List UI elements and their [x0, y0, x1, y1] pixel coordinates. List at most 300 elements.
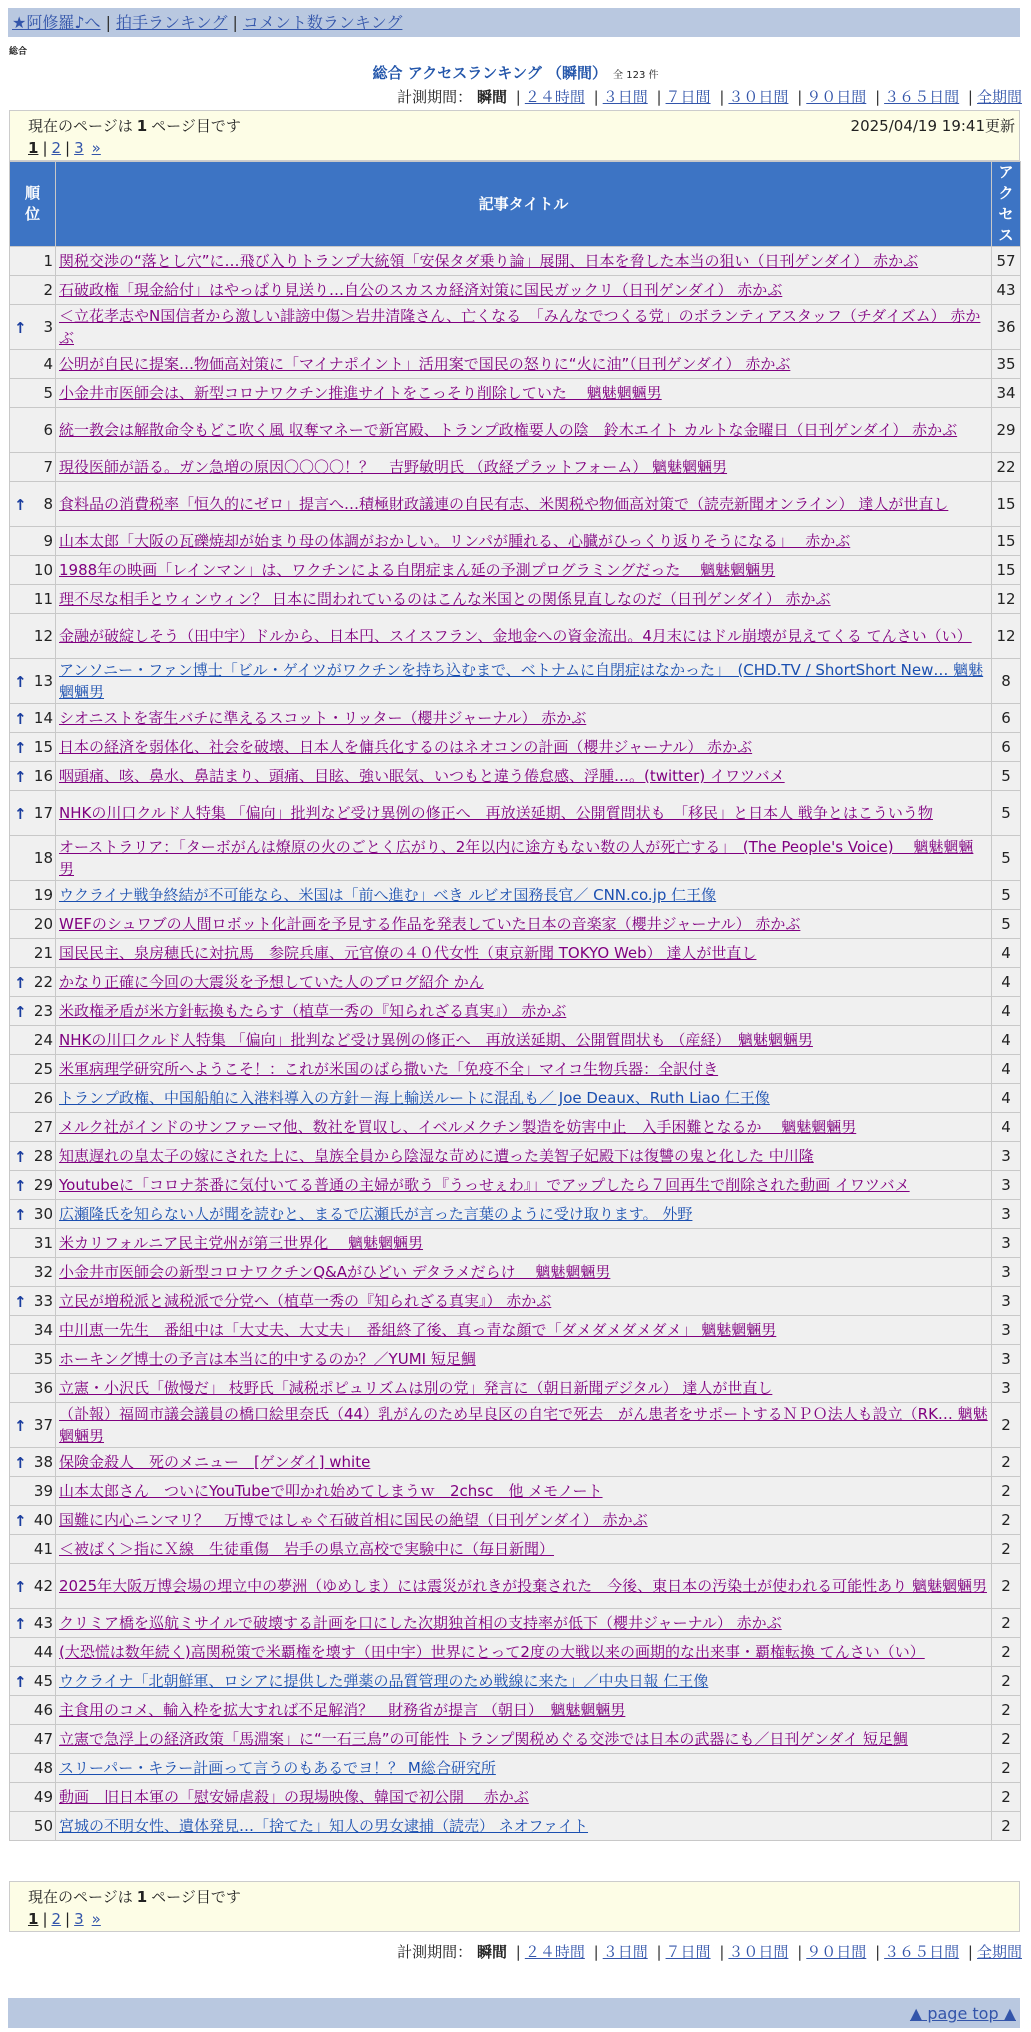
period-link-all[interactable]: 全期間: [976, 1943, 1022, 1961]
access-count: 6: [992, 704, 1021, 733]
rank-cell: [10, 968, 56, 997]
ranking-body: [10, 247, 1021, 1841]
rank-cell: [10, 762, 56, 791]
access-count: 5: [992, 881, 1021, 910]
ranking-title: 総合 アクセスランキング （瞬間）: [372, 64, 608, 82]
article-title-link[interactable]: (大恐慌は数年続く)高関税策で米覇権を壊す（田中宇）世界にとって2度の大戦以来の画期的な出来事・覇権転換 てんさい（い）: [59, 1643, 925, 1661]
rank-number: 10: [33, 561, 53, 579]
rank-number: 17: [33, 804, 53, 822]
access-count: 2: [992, 1696, 1021, 1725]
table-row: [10, 1477, 1021, 1506]
title-cell: [56, 408, 992, 453]
article-title-link[interactable]: ＜被ばく＞指にＸ線 生徒重傷 岩手の県立高校で実験中に（毎日新聞）: [59, 1540, 555, 1558]
page-next-link[interactable]: »: [91, 1910, 101, 1928]
rank-up-arrow-icon: ↑: [14, 709, 27, 728]
access-count: 3: [992, 1229, 1021, 1258]
rank-cell: [10, 1258, 56, 1287]
table-row: [10, 1200, 1021, 1229]
rank-number: 30: [33, 1205, 53, 1223]
title-cell: [56, 910, 992, 939]
rank-up-arrow-icon: ↑: [14, 672, 27, 691]
access-count: 2: [992, 1477, 1021, 1506]
rank-up-arrow-icon: ↑: [14, 738, 27, 757]
access-count: 4: [992, 997, 1021, 1026]
article-title-link[interactable]: 立憲・小沢氏「傲慢だ」 枝野氏「減税ポピュリズムは別の党」発言に（朝日新聞デジタル） 達人が世直し: [59, 1379, 773, 1397]
table-row: [10, 1171, 1021, 1200]
article-title-link[interactable]: 立憲で急浮上の経済政策「馬淵案」に“一石三鳥”の可能性 トランプ関税めぐる交渉では日本の武器にも／日刊ゲンダイ 短足鯛: [59, 1730, 908, 1748]
rank-cell: [10, 1229, 56, 1258]
rank-number: 49: [33, 1788, 53, 1806]
article-title-link[interactable]: 保険金殺人 死のメニュー [ゲンダイ] white: [59, 1453, 371, 1471]
article-title-link[interactable]: スリーパー・キラー計画って言うのもあるでヨ！？ M総合研究所: [59, 1759, 496, 1777]
page-next-link[interactable]: »: [91, 139, 101, 157]
rank-cell: [10, 1725, 56, 1754]
article-title-link[interactable]: NHKの川口クルド人特集 「偏向」批判など受け異例の修正へ 再放送延期、公開質問状も （産経） 魑魅魍魎男: [59, 1031, 813, 1049]
article-title-link[interactable]: 2025年大阪万博会場の埋立中の夢洲（ゆめしま）には震災がれきが投棄された 今後、東日本の汚染土が使われる可能性あり 魑魅魍魎男: [59, 1577, 987, 1595]
updated-time: 2025/04/19 19:41更新: [850, 117, 1015, 135]
rank-number: 31: [33, 1234, 53, 1252]
pager-bottom: [9, 1881, 1020, 1932]
article-title-link[interactable]: 山本太郎さん ついにYouTubeで叩かれ始めてしまうｗ 2chsc 他 メモノート: [59, 1482, 603, 1500]
access-count: 15: [992, 556, 1021, 585]
article-title-link[interactable]: 咽頭痛、咳、鼻水、鼻詰まり、頭痛、目眩、強い眠気、いつもと違う倦怠感、浮腫…。(twitter) イワツバメ: [59, 767, 785, 785]
page-link-2[interactable]: 2: [51, 1910, 62, 1928]
article-title-link[interactable]: NHKの川口クルド人特集 「偏向」批判など受け異例の修正へ 再放送延期、公開質問状も 「移民」と日本人 戦争とはこういう物: [59, 804, 933, 822]
rank-number: 19: [33, 886, 53, 904]
article-title-link[interactable]: 公明が自民に提案…物価高対策に「マイナポイント」活用案で国民の怒りに“火に油”（日刊ゲンダイ） 赤かぶ: [59, 355, 791, 373]
rank-cell: [10, 1055, 56, 1084]
article-title-link[interactable]: 立民が増税派と減税派で分党へ（植草一秀の『知られざる真実』） 赤かぶ: [59, 1292, 552, 1310]
rank-up-arrow-icon: ↑: [14, 1292, 27, 1311]
access-count: 12: [992, 614, 1021, 659]
rank-number: 23: [33, 1002, 53, 1020]
access-count: 36: [992, 305, 1021, 350]
article-title-link[interactable]: 国難に内心ニンマリ？ 万博ではしゃぐ石破首相に国民の絶望（日刊ゲンダイ） 赤かぶ: [59, 1511, 648, 1529]
rank-number: 12: [33, 627, 53, 645]
article-title-link[interactable]: 金融が破綻しそう（田中宇）ドルから、日本円、スイスフラン、金地金への資金流出。4月末にはドル崩壊が見えてくる てんさい（い）: [59, 627, 972, 645]
access-count: 4: [992, 1055, 1021, 1084]
period-label: 計測期間：: [397, 1943, 473, 1961]
access-count: 2: [992, 1638, 1021, 1667]
article-title-link[interactable]: 食料品の消費税率「恒久的にゼロ」提言へ…積極財政議連の自民有志、米関税や物価高対策で（読売新聞オンライン） 達人が世直し: [59, 495, 949, 513]
page-links: 1 | 2 | 3 »: [28, 139, 101, 157]
article-title-link[interactable]: 動画 旧日本軍の「慰安婦虐殺」の現場映像、韓国で初公開 赤かぶ: [59, 1788, 529, 1806]
title-cell: [56, 762, 992, 791]
title-cell: [56, 1448, 992, 1477]
page-link-2[interactable]: 2: [51, 139, 62, 157]
access-count: 3: [992, 1258, 1021, 1287]
title-cell: [56, 527, 992, 556]
rank-number: 40: [33, 1511, 53, 1529]
article-title-link[interactable]: 現役医師が語る。ガン急増の原因〇〇〇〇！？ 吉野敏明氏 （政経プラットフォーム） 魑魅魍魎男: [59, 458, 728, 476]
comment-ranking-link[interactable]: コメント数ランキング: [242, 13, 403, 32]
table-row: [10, 482, 1021, 527]
period-link-7d[interactable]: ７日間: [665, 88, 711, 106]
access-count: 2: [992, 1812, 1021, 1841]
rank-number: 45: [33, 1672, 53, 1690]
access-count: 5: [992, 836, 1021, 881]
title-cell: [56, 350, 992, 379]
title-cell: [56, 247, 992, 276]
access-count: 2: [992, 1754, 1021, 1783]
rank-number: 22: [33, 973, 53, 991]
rank-number: 3: [43, 318, 53, 336]
access-count: 29: [992, 408, 1021, 453]
rank-number: 27: [33, 1118, 53, 1136]
page-link-3[interactable]: 3: [74, 139, 84, 157]
title-cell: [56, 1345, 992, 1374]
rank-cell: [10, 247, 56, 276]
table-row: [10, 791, 1021, 836]
rank-cell: [10, 379, 56, 408]
rank-up-arrow-icon: ↑: [14, 1614, 27, 1633]
table-row: [10, 1638, 1021, 1667]
title-cell: [56, 1535, 992, 1564]
rank-number: 43: [33, 1614, 53, 1632]
rank-up-arrow-icon: ↑: [14, 804, 27, 823]
period-link-24h[interactable]: ２４時間: [524, 88, 585, 106]
rank-cell: [10, 704, 56, 733]
rank-up-arrow-icon: ↑: [14, 1147, 27, 1166]
table-row: [10, 1055, 1021, 1084]
article-title-link[interactable]: 国民民主、泉房穂氏に対抗馬 参院兵庫、元官僚の４０代女性（東京新聞 TOKYO Web） 達人が世直し: [59, 944, 757, 962]
rank-cell: [10, 350, 56, 379]
rank-number: 47: [33, 1730, 53, 1748]
table-row: [10, 1506, 1021, 1535]
access-count: 4: [992, 968, 1021, 997]
title-cell: [56, 1812, 992, 1841]
article-title-link[interactable]: 米軍病理学研究所へようこそ！：これが米国のばら撒いた「免疫不全」マイコ生物兵器：全訳付き: [59, 1060, 719, 1078]
title-cell: [56, 836, 992, 881]
title-cell: [56, 1113, 992, 1142]
article-title-link[interactable]: 統一教会は解散命令もどこ吹く風 収奪マネーで新宮殿、トランプ政権要人の陰 鈴木エイト カルトな金曜日（日刊ゲンダイ） 赤かぶ: [59, 421, 958, 439]
access-count: 3: [992, 1142, 1021, 1171]
access-count: 2: [992, 1403, 1021, 1448]
article-title-link[interactable]: ウクライナ「北朝鮮軍、ロシアに提供した弾薬の品質管理のため戦線に来た」／中央日報 仁王像: [59, 1672, 709, 1690]
rank-cell: [10, 1812, 56, 1841]
current-page-text: 現在のページは 1 ページ目です: [28, 1888, 241, 1906]
table-row: [10, 1725, 1021, 1754]
rank-up-arrow-icon: ↑: [14, 1002, 27, 1021]
rank-cell: [10, 1448, 56, 1477]
table-row: [10, 704, 1021, 733]
rank-cell: [10, 836, 56, 881]
article-title-link[interactable]: 小金井市医師会の新型コロナワクチンQ&Aがひどい デタラメだらけ 魑魅魍魎男: [59, 1263, 611, 1281]
period-link-90d[interactable]: ９０日間: [806, 1943, 867, 1961]
table-row: [10, 1754, 1021, 1783]
rank-cell: [10, 1113, 56, 1142]
table-row: [10, 305, 1021, 350]
access-count: 3: [992, 1171, 1021, 1200]
access-count: 2: [992, 1535, 1021, 1564]
table-row: [10, 1084, 1021, 1113]
pager-top: [9, 110, 1020, 161]
table-row: [10, 836, 1021, 881]
article-title-link[interactable]: 石破政権「現金給付」はやっぱり見送り…自公のスカスカ経済対策に国民ガックリ（日刊ゲンダイ） 赤かぶ: [59, 281, 783, 299]
article-title-link[interactable]: 中川恵一先生 番組中は「大丈夫、大丈夫」 番組終了後、真っ青な顔で「ダメダメダメダメ」 魑魅魍魎男: [59, 1321, 777, 1339]
article-title-link[interactable]: ウクライナ戦争終結が不可能なら、米国は「前へ進む」べき ルビオ国務長官／ CNN.co.jp 仁王像: [59, 886, 717, 904]
rank-number: 2: [43, 281, 53, 299]
table-row: [10, 276, 1021, 305]
access-count: 3: [992, 1200, 1021, 1229]
title-cell: [56, 1506, 992, 1535]
clap-ranking-link[interactable]: 拍手ランキング: [115, 13, 228, 32]
rank-up-arrow-icon: ↑: [14, 495, 27, 514]
rank-number: 5: [43, 384, 53, 402]
nav-separator: |: [232, 13, 238, 32]
access-count: 2: [992, 1448, 1021, 1477]
rank-cell: [10, 408, 56, 453]
table-row: [10, 1287, 1021, 1316]
rank-cell: [10, 1026, 56, 1055]
period-link-7d[interactable]: ７日間: [665, 1943, 711, 1961]
access-count: 3: [992, 1374, 1021, 1403]
access-count: 12: [992, 585, 1021, 614]
access-count: 35: [992, 350, 1021, 379]
table-row: [10, 1696, 1021, 1725]
rank-cell: [10, 482, 56, 527]
rank-cell: [10, 1609, 56, 1638]
article-title-link[interactable]: クリミア橋を巡航ミサイルで破壊する計画を口にした次期独首相の支持率が低下（櫻井ジャーナル） 赤かぶ: [59, 1614, 782, 1632]
period-link-30d[interactable]: ３０日間: [728, 1943, 789, 1961]
period-link-3d[interactable]: ３日間: [602, 1943, 648, 1961]
title-cell: [56, 614, 992, 659]
rank-number: 48: [33, 1759, 53, 1777]
table-row: [10, 1345, 1021, 1374]
article-title-link[interactable]: 宮城の不明女性、遺体発見…「捨てた」知人の男女逮捕（読売） ネオファイト: [59, 1817, 589, 1835]
table-row: [10, 1448, 1021, 1477]
rank-number: 46: [33, 1701, 53, 1719]
title-cell: [56, 1403, 992, 1448]
table-row: [10, 1667, 1021, 1696]
rank-number: 42: [33, 1577, 53, 1595]
rank-cell: [10, 1696, 56, 1725]
title-cell: [56, 968, 992, 997]
table-row: [10, 1609, 1021, 1638]
title-cell: [56, 482, 992, 527]
access-count: 2: [992, 1609, 1021, 1638]
table-row: [10, 408, 1021, 453]
article-title-link[interactable]: 関税交渉の“落とし穴”に…飛び入りトランプ大統領「安保タダ乗り論」展開、日本を脅した本当の狙い（日刊ゲンダイ） 赤かぶ: [59, 252, 919, 270]
title-cell: [56, 1696, 992, 1725]
table-row: [10, 1229, 1021, 1258]
title-cell: [56, 1783, 992, 1812]
table-row: [10, 939, 1021, 968]
article-title-link[interactable]: WEFのシュワブの人間ロボット化計画を予見する作品を発表していた日本の音楽家（櫻井ジャーナル） 赤かぶ: [59, 915, 801, 933]
home-link[interactable]: ★阿修羅♪へ: [12, 13, 101, 32]
period-label: 計測期間：: [397, 88, 473, 106]
rank-number: 18: [33, 849, 53, 867]
table-row: [10, 556, 1021, 585]
title-cell: [56, 1316, 992, 1345]
rank-number: 50: [33, 1817, 53, 1835]
article-title-link[interactable]: 米政権矛盾が米方針転換もたらす（植草一秀の『知られざる真実』） 赤かぶ: [59, 1002, 567, 1020]
article-title-link[interactable]: 山本太郎「大阪の瓦礫焼却が始まり母の体調がおかしい。リンパが腫れる、心臓がひっくり返りそうになる」 赤かぶ: [59, 532, 851, 550]
rank-cell: [10, 910, 56, 939]
rank-number: 13: [33, 672, 53, 690]
rank-up-arrow-icon: ↑: [14, 1511, 27, 1530]
article-title-link[interactable]: 日本の経済を弱体化、社会を破壊、日本人を傭兵化するのはネオコンの計画（櫻井ジャーナル） 赤かぶ: [59, 738, 753, 756]
table-row: [10, 453, 1021, 482]
title-cell: [56, 453, 992, 482]
table-row: [10, 910, 1021, 939]
title-cell: [56, 791, 992, 836]
period-link-90d[interactable]: ９０日間: [806, 88, 867, 106]
rank-cell: [10, 305, 56, 350]
title-cell: [56, 1667, 992, 1696]
article-title-link[interactable]: （訃報）福岡市議会議員の橋口絵里奈氏（44）乳がんのため早良区の自宅で死去 がん患者をサポートするＮＰＯ法人も設立（RK… 魑魅魍魎男: [59, 1405, 988, 1445]
title-cell: [56, 1754, 992, 1783]
article-title-link[interactable]: 主食用のコメ、輸入枠を拡大すれば不足解消？ 財務省が提言 （朝日） 魑魅魍魎男: [59, 1701, 626, 1719]
period-selector-bottom: 計測期間： 瞬間 | ２４時間 | ３日間 | ７日間 | ３０日間 | ９０日間 | ３６５日間 | 全期間: [397, 1943, 1022, 1961]
rank-cell: [10, 556, 56, 585]
title-cell: [56, 1258, 992, 1287]
article-title-link[interactable]: トランプ政権、中国船舶に入港料導入の方針－海上輸送ルートに混乱も／ Joe Deaux、Ruth Liao 仁王像: [59, 1089, 770, 1107]
rank-cell: [10, 997, 56, 1026]
table-row: [10, 379, 1021, 408]
access-count: 15: [992, 482, 1021, 527]
article-title-link[interactable]: 広瀬隆氏を知らない人が聞を読むと、まるで広瀬氏が言った言葉のように受け取ります。 外野: [59, 1205, 693, 1223]
rank-cell: [10, 1316, 56, 1345]
title-cell: [56, 1609, 992, 1638]
article-title-link[interactable]: オーストラリア：「ターボがんは燎原の火のごとく広がり、2年以内に途方もない数の人が死亡する」 (The People's Voice) 魑魅魍魎男: [59, 838, 974, 878]
period-link-24h[interactable]: ２４時間: [524, 1943, 585, 1961]
page-title: [0, 62, 1031, 83]
table-row: [10, 350, 1021, 379]
rank-number: 25: [33, 1060, 53, 1078]
title-cell: [56, 1564, 992, 1609]
title-cell: [56, 1477, 992, 1506]
ranking-table: [9, 161, 1021, 1841]
article-title-link[interactable]: シオニストを寄生バチに準えるスコット・リッター（櫻井ジャーナル） 赤かぶ: [59, 709, 587, 727]
article-title-link[interactable]: かなり正確に今回の大震災を予想していた人のブログ紹介 かん: [59, 973, 484, 991]
access-count: 4: [992, 1113, 1021, 1142]
access-count: 15: [992, 527, 1021, 556]
access-count: 34: [992, 379, 1021, 408]
page-link-3[interactable]: 3: [74, 1910, 84, 1928]
rank-number: 24: [33, 1031, 53, 1049]
access-count: 5: [992, 910, 1021, 939]
rank-number: 20: [33, 915, 53, 933]
rank-number: 7: [43, 458, 53, 476]
access-count: 4: [992, 939, 1021, 968]
rank-cell: [10, 1506, 56, 1535]
current-page-text: 現在のページは 1 ページ目です: [28, 117, 241, 135]
title-cell: [56, 881, 992, 910]
rank-cell: [10, 1667, 56, 1696]
title-cell: [56, 379, 992, 408]
rank-cell: [10, 1564, 56, 1609]
rank-number: 41: [33, 1540, 53, 1558]
rank-cell: [10, 881, 56, 910]
rank-cell: [10, 1783, 56, 1812]
access-count: 4: [992, 1084, 1021, 1113]
period-link-30d[interactable]: ３０日間: [728, 88, 789, 106]
access-count: 3: [992, 1345, 1021, 1374]
period-link-3d[interactable]: ３日間: [602, 88, 648, 106]
period-link-365d[interactable]: ３６５日間: [884, 88, 960, 106]
rank-number: 39: [33, 1482, 53, 1500]
table-row: [10, 1564, 1021, 1609]
rank-cell: [10, 614, 56, 659]
rank-cell: [10, 1142, 56, 1171]
rank-cell: [10, 1171, 56, 1200]
access-count: 8: [992, 659, 1021, 704]
access-count: 5: [992, 762, 1021, 791]
rank-number: 11: [33, 590, 53, 608]
article-title-link[interactable]: 小金井市医師会は、新型コロナワクチン推進サイトをこっそり削除していた 魑魅魍魎男: [59, 384, 662, 402]
period-current: 瞬間: [476, 1943, 507, 1961]
table-row: [10, 1316, 1021, 1345]
article-title-link[interactable]: 理不尽な相手とウィンウィン？ 日本に問われているのはこんな米国との関係見直しなのだ（日刊ゲンダイ） 赤かぶ: [59, 590, 831, 608]
rank-cell: [10, 1374, 56, 1403]
title-cell: [56, 585, 992, 614]
table-row: [10, 881, 1021, 910]
article-title-link[interactable]: 知恵遅れの皇太子の嫁にされた上に、皇族全員から陰湿な苛めに遭った美智子妃殿下は復讐の鬼と化した 中川隆: [59, 1147, 814, 1165]
rank-number: 37: [33, 1416, 53, 1434]
article-title-link[interactable]: Youtubeに「コロナ茶番に気付いてる普通の主婦が歌う『うっせぇわ』」でアップしたら７回再生で削除された動画 イワツバメ: [59, 1176, 910, 1194]
table-row: [10, 1258, 1021, 1287]
top-nav-bar: [8, 8, 1020, 37]
article-title-link[interactable]: 米カリフォルニア民主党州が第三世界化 魑魅魍魎男: [59, 1234, 424, 1252]
title-cell: [56, 276, 992, 305]
period-link-all[interactable]: 全期間: [976, 88, 1022, 106]
article-title-link[interactable]: メルク社がインドのサンファーマ他、数社を買収し、イベルメクチン製造を妨害中止 入手困難となるか 魑魅魍魎男: [59, 1118, 857, 1136]
access-count: 3: [992, 1316, 1021, 1345]
article-title-link[interactable]: アンソニー・ファン博士「ビル・ゲイツがワクチンを持ち込むまで、ベトナムに自閉症はなかった」 (CHD.TV / ShortShort New… 魑魅魍魎男: [59, 661, 984, 701]
rank-cell: [10, 585, 56, 614]
rank-up-arrow-icon: ↑: [14, 973, 27, 992]
article-title-link[interactable]: ホーキング博士の予言は本当に的中するのか？／YUMI 短足鯛: [59, 1350, 476, 1368]
article-title-link[interactable]: ＜立花孝志やN国信者から激しい誹謗中傷＞岩井清隆さん、亡くなる 「みんなでつくる党」のボランティアスタッフ（チダイズム） 赤かぶ: [59, 307, 981, 347]
title-cell: [56, 1026, 992, 1055]
table-row: [10, 1374, 1021, 1403]
table-row: [10, 1026, 1021, 1055]
rank-number: 6: [43, 421, 53, 439]
rank-cell: [10, 1084, 56, 1113]
access-count: 2: [992, 1667, 1021, 1696]
rank-cell: [10, 527, 56, 556]
title-cell: [56, 733, 992, 762]
table-row: [10, 968, 1021, 997]
article-title-link[interactable]: 1988年の映画「レインマン」は、ワクチンによる自閉症まん延の予測プログラミングだった 魑魅魍魎男: [59, 561, 776, 579]
rank-up-arrow-icon: ↑: [14, 1205, 27, 1224]
period-link-365d[interactable]: ３６５日間: [884, 1943, 960, 1961]
table-row: [10, 1113, 1021, 1142]
rank-number: 8: [43, 495, 53, 513]
title-cell: [56, 659, 992, 704]
access-count: 57: [992, 247, 1021, 276]
rank-number: 38: [33, 1453, 53, 1471]
category-label: 総合: [9, 47, 28, 57]
rank-number: 15: [33, 738, 53, 756]
title-cell: [56, 1200, 992, 1229]
rank-cell: [10, 1200, 56, 1229]
table-row: [10, 1783, 1021, 1812]
title-cell: [56, 556, 992, 585]
table-row: [10, 585, 1021, 614]
page-links: 1 | 2 | 3 »: [28, 1910, 101, 1928]
footer-bar: [8, 1998, 1020, 2028]
rank-number: 28: [33, 1147, 53, 1165]
rank-number: 26: [33, 1089, 53, 1107]
page-top-link[interactable]: ▲ page top ▲: [909, 2004, 1016, 2023]
table-row: [10, 1812, 1021, 1841]
access-count: 2: [992, 1783, 1021, 1812]
col-title: 記事タイトル: [56, 162, 992, 247]
total-count: 全 123 件: [613, 70, 659, 81]
table-row: [10, 762, 1021, 791]
